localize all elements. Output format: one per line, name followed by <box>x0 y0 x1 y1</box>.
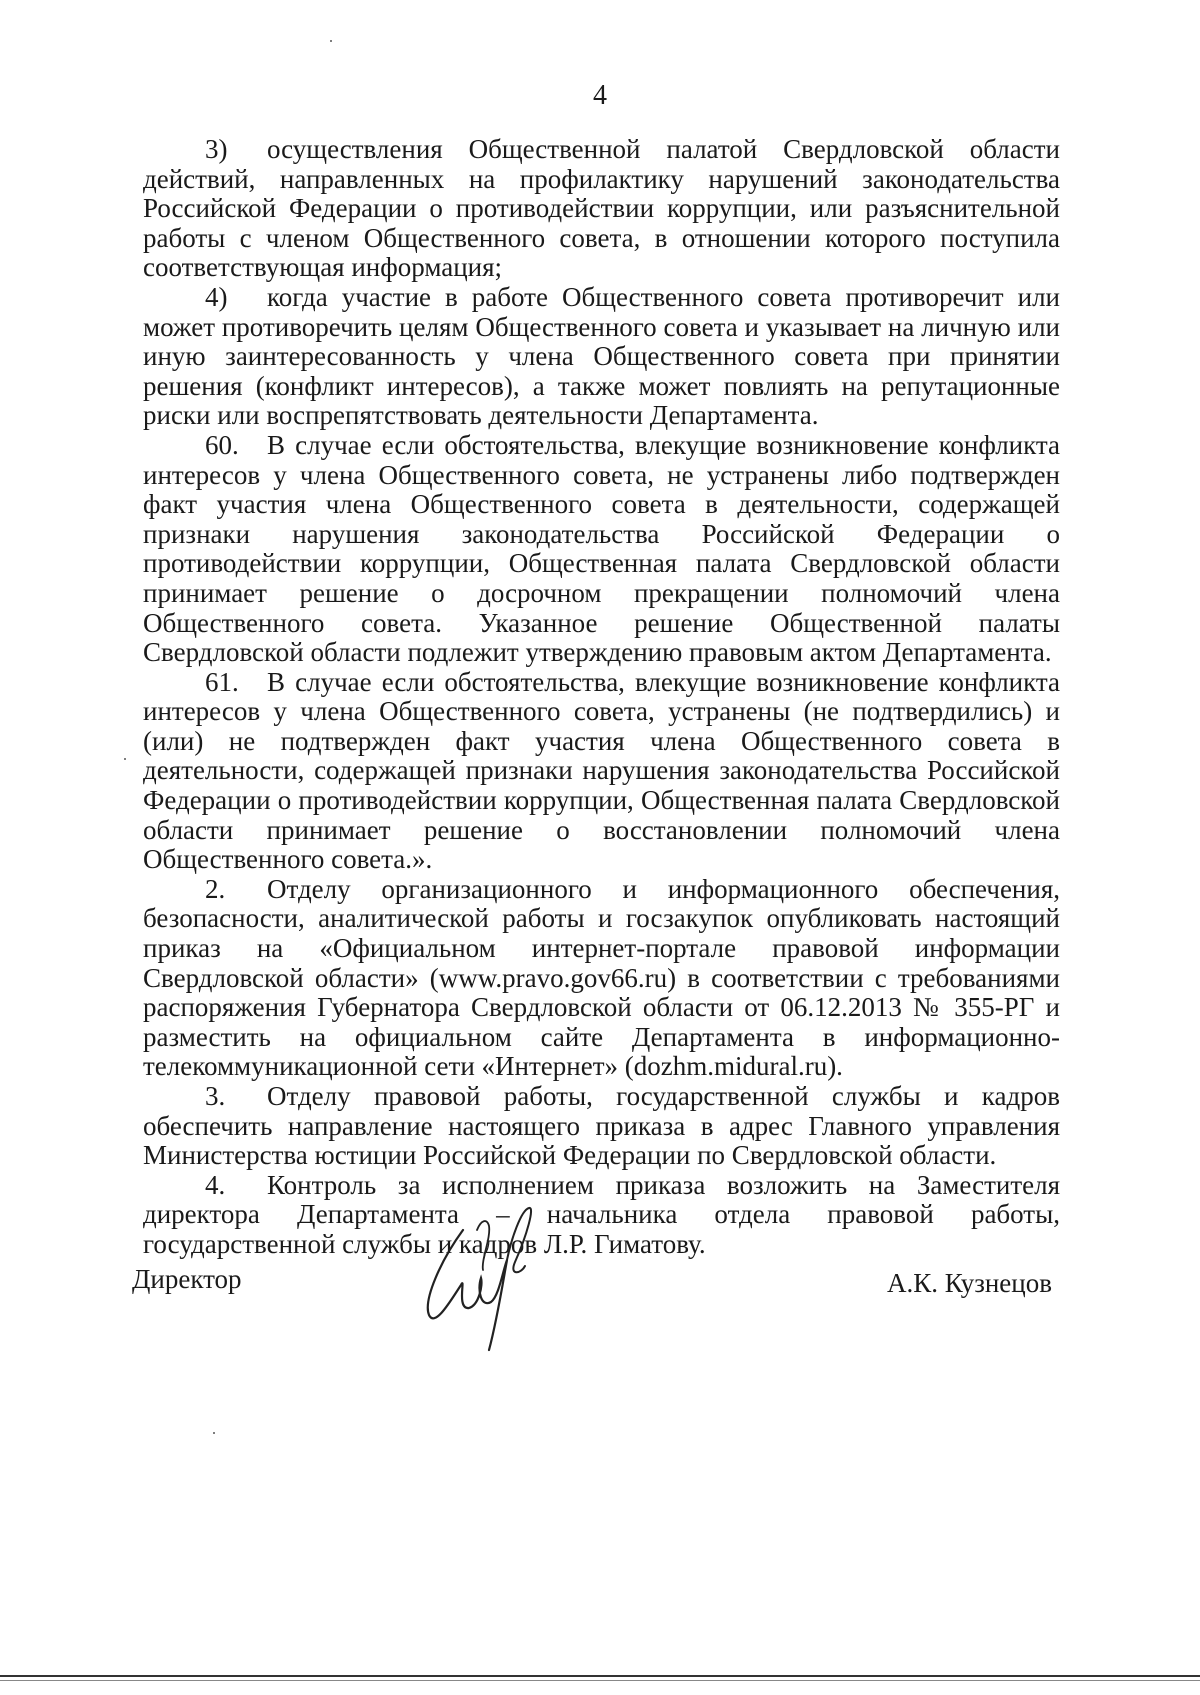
signatory-title: Директор <box>132 1264 242 1294</box>
scan-speck <box>213 1432 215 1434</box>
page-number: 4 <box>593 80 607 111</box>
scan-speck <box>330 40 332 42</box>
paragraph-text: Отделу правовой работы, государственной службы и кадров обеспечить направление настоящего приказа в адрес Главного управления Министерства юстиции Российской Федерации по Свердловской области. <box>143 1081 1060 1171</box>
paragraph-number: 3) <box>205 134 228 164</box>
paragraph-text: В случае если обстоятельства, влекущие возникновение конфликта интересов у члена Общественного совета, не устранены либо подтвержден факт участия члена Общественного совета в деятельности, содержащей признаки нарушения законодательства Российской Федерации о противодействии коррупции, Общественная палата Свердловской области принимает решение о досрочном прекращении полномочий члена Общественного совета. Указанное решение Общественной палаты Свердловской области подлежит утверждению правовым актом Департамента. <box>143 429 1060 668</box>
paragraph-number: 4. <box>205 1169 226 1200</box>
paragraph-60 <box>143 431 1060 668</box>
paragraph-text: В случае если обстоятельства, влекущие возникновение конфликта интересов у члена Общественного совета, устранены (не подтвердились) и (или) не подтвержден факт участия члена Общественного совета в деятельности, содержащей признаки нарушения законодательства Российской Федерации о противодействии коррупции, Общественная палата Свердловской области принимает решение о восстановлении полномочий члена Общественного совета.». <box>143 666 1060 875</box>
document-body <box>143 135 1060 1260</box>
scan-edge-line <box>0 1680 1200 1681</box>
paragraph-number: 2. <box>205 873 226 904</box>
paragraph-number: 60. <box>205 429 239 460</box>
signature-block <box>132 1264 1052 1304</box>
paragraph-4 <box>143 283 1060 431</box>
paragraph-3 <box>143 135 1060 283</box>
paragraph-number: 4) <box>205 281 228 312</box>
paragraph-text: когда участие в работе Общественного совета противоречит или может противоречить целям Общественного совета и указывает на личную или иную заинтересованность у члена Общественного совета при принятии решения (конфликт интересов), а также может повлиять на репутационные риски или воспрепятствовать деятельности Департамента. <box>143 281 1060 431</box>
paragraph-number: 3. <box>205 1081 226 1111</box>
order-item-3 <box>143 1082 1060 1171</box>
order-item-2 <box>143 875 1060 1082</box>
paragraph-text: Контроль за исполнением приказа возложить на Заместителя директора Департамента – начальника отдела правовой работы, государственной службы и кадров Л.Р. Гиматову. <box>143 1169 1060 1259</box>
signatory-name: А.К. Кузнецов <box>886 1268 1052 1298</box>
scan-speck <box>124 758 126 760</box>
paragraph-text: осуществления Общественной палатой Свердловской области действий, направленных на профилактику нарушений законодательства Российской Федерации о противодействии коррупции, или разъяснительной работы с членом Общественного совета, в отношении которого поступила соответствующая информация; <box>143 134 1060 283</box>
paragraph-61 <box>143 668 1060 875</box>
paragraph-number: 61. <box>205 666 239 697</box>
paragraph-text: Отделу организационного и информационного обеспечения, безопасности, аналитической работы и госзакупок опубликовать настоящий приказ на «Официальном интернет-портале правовой информации Свердловской области» (www.pravo.gov66.ru) в соответствии с требованиями распоряжения Губернатора Свердловской области от 06.12.2013 № 355-РГ и разместить на официальном сайте Департамента в информационно-телекоммуникационной сети «Интернет» (dozhm.midural.ru). <box>143 873 1060 1082</box>
scan-edge-line <box>0 1675 1200 1677</box>
order-item-4 <box>143 1171 1060 1260</box>
